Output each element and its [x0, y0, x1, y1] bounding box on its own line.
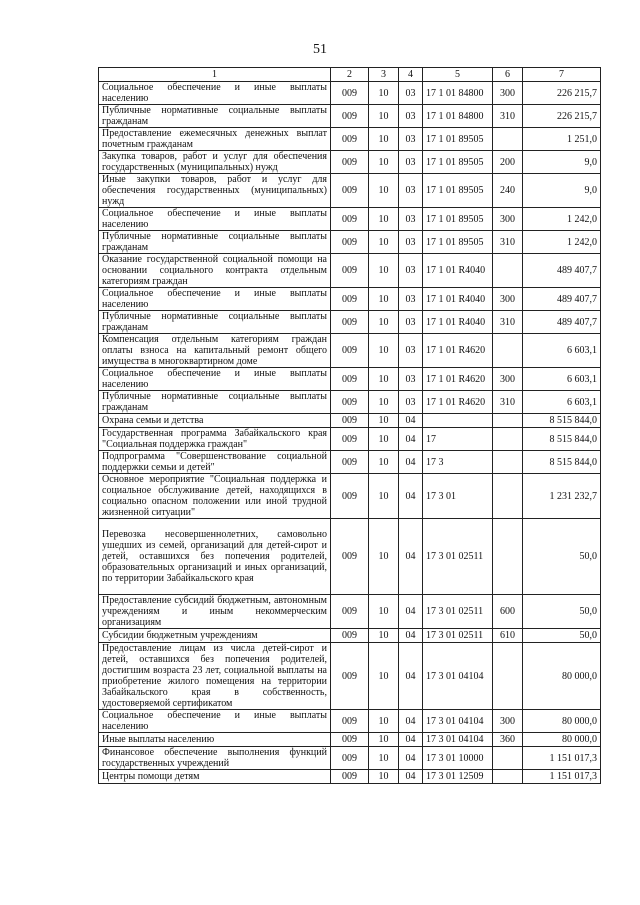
cell-amount: 226 215,7	[523, 105, 601, 128]
cell-subsection-code: 03	[399, 288, 423, 311]
table-row	[99, 334, 601, 368]
cell-target-article: 17 3	[423, 451, 493, 474]
cell-amount: 80 000,0	[523, 643, 601, 710]
cell-subsection-code: 04	[399, 629, 423, 643]
cell-amount: 8 515 844,0	[523, 451, 601, 474]
cell-ministry-code: 009	[331, 519, 369, 595]
header-row	[99, 68, 601, 82]
cell-expense-type	[493, 770, 523, 784]
cell-expense-type: 360	[493, 733, 523, 747]
cell-expense-type: 300	[493, 710, 523, 733]
table-row	[99, 474, 601, 519]
header-cell-amount: 7	[523, 68, 601, 82]
header-cell-target-article: 5	[423, 68, 493, 82]
cell-name: Государственная программа Забайкальского края "Социальная поддержка граждан"	[99, 428, 331, 451]
cell-ministry-code: 009	[331, 82, 369, 105]
cell-ministry-code: 009	[331, 105, 369, 128]
cell-name: Иные выплаты населению	[99, 733, 331, 747]
cell-target-article: 17 1 01 R4040	[423, 288, 493, 311]
cell-target-article: 17 1 01 R4040	[423, 311, 493, 334]
cell-name: Социальное обеспечение и иные выплаты населению	[99, 82, 331, 105]
cell-section-code: 10	[369, 770, 399, 784]
cell-amount: 489 407,7	[523, 254, 601, 288]
cell-amount: 1 151 017,3	[523, 770, 601, 784]
cell-section-code: 10	[369, 174, 399, 208]
table-row	[99, 311, 601, 334]
table-row	[99, 105, 601, 128]
cell-subsection-code: 04	[399, 710, 423, 733]
header-cell-name: 1	[99, 68, 331, 82]
cell-ministry-code: 009	[331, 474, 369, 519]
cell-target-article	[423, 414, 493, 428]
table-row	[99, 747, 601, 770]
cell-subsection-code: 04	[399, 474, 423, 519]
cell-subsection-code: 03	[399, 368, 423, 391]
cell-ministry-code: 009	[331, 595, 369, 629]
cell-subsection-code: 04	[399, 747, 423, 770]
cell-section-code: 10	[369, 231, 399, 254]
cell-expense-type	[493, 254, 523, 288]
cell-subsection-code: 03	[399, 105, 423, 128]
cell-expense-type: 300	[493, 368, 523, 391]
cell-amount: 80 000,0	[523, 710, 601, 733]
cell-subsection-code: 04	[399, 770, 423, 784]
cell-subsection-code: 03	[399, 128, 423, 151]
cell-section-code: 10	[369, 474, 399, 519]
cell-section-code: 10	[369, 208, 399, 231]
cell-ministry-code: 009	[331, 231, 369, 254]
cell-subsection-code: 03	[399, 254, 423, 288]
header-cell-section: 3	[369, 68, 399, 82]
cell-section-code: 10	[369, 254, 399, 288]
cell-amount: 8 515 844,0	[523, 414, 601, 428]
table-row	[99, 733, 601, 747]
cell-expense-type: 300	[493, 288, 523, 311]
cell-target-article: 17 1 01 R4620	[423, 391, 493, 414]
cell-name: Социальное обеспечение и иные выплаты населению	[99, 368, 331, 391]
cell-amount: 6 603,1	[523, 334, 601, 368]
cell-ministry-code: 009	[331, 334, 369, 368]
cell-ministry-code: 009	[331, 643, 369, 710]
cell-target-article: 17 1 01 R4620	[423, 368, 493, 391]
cell-ministry-code: 009	[331, 428, 369, 451]
cell-name: Публичные нормативные социальные выплаты гражданам	[99, 391, 331, 414]
cell-expense-type: 310	[493, 311, 523, 334]
cell-section-code: 10	[369, 643, 399, 710]
cell-subsection-code: 04	[399, 595, 423, 629]
cell-subsection-code: 04	[399, 451, 423, 474]
cell-subsection-code: 03	[399, 174, 423, 208]
cell-expense-type	[493, 474, 523, 519]
cell-target-article: 17 3 01	[423, 474, 493, 519]
cell-expense-type: 300	[493, 82, 523, 105]
cell-ministry-code: 009	[331, 151, 369, 174]
cell-expense-type	[493, 747, 523, 770]
cell-ministry-code: 009	[331, 733, 369, 747]
cell-subsection-code: 04	[399, 733, 423, 747]
cell-amount: 1 242,0	[523, 208, 601, 231]
cell-subsection-code: 03	[399, 311, 423, 334]
cell-name: Предоставление ежемесячных денежных выплат почетным гражданам	[99, 128, 331, 151]
cell-ministry-code: 009	[331, 311, 369, 334]
cell-ministry-code: 009	[331, 629, 369, 643]
cell-section-code: 10	[369, 82, 399, 105]
table-row	[99, 231, 601, 254]
table-row	[99, 254, 601, 288]
cell-ministry-code: 009	[331, 128, 369, 151]
cell-target-article: 17 3 01 02511	[423, 595, 493, 629]
cell-name: Подпрограмма "Совершенствование социальной поддержки семьи и детей"	[99, 451, 331, 474]
cell-section-code: 10	[369, 311, 399, 334]
cell-target-article: 17 3 01 10000	[423, 747, 493, 770]
cell-section-code: 10	[369, 747, 399, 770]
cell-amount: 80 000,0	[523, 733, 601, 747]
cell-target-article: 17 3 01 02511	[423, 629, 493, 643]
table-row	[99, 128, 601, 151]
cell-amount: 9,0	[523, 151, 601, 174]
header-cell-expense-type: 6	[493, 68, 523, 82]
cell-name: Социальное обеспечение и иные выплаты населению	[99, 288, 331, 311]
cell-target-article: 17	[423, 428, 493, 451]
cell-section-code: 10	[369, 733, 399, 747]
table-row	[99, 368, 601, 391]
cell-target-article: 17 1 01 R4040	[423, 254, 493, 288]
table-row	[99, 451, 601, 474]
cell-ministry-code: 009	[331, 414, 369, 428]
cell-expense-type	[493, 334, 523, 368]
table-row	[99, 770, 601, 784]
cell-amount: 6 603,1	[523, 391, 601, 414]
cell-target-article: 17 3 01 04104	[423, 643, 493, 710]
cell-name: Предоставление лицам из числа детей-сирот и детей, оставшихся без попечения родителей, достигшим возраста 23 лет, социальной выплаты на приобретение жилого помещения на территории Забайкальского края в собственность, удостоверяемой сертификатом	[99, 643, 331, 710]
table-row	[99, 519, 601, 595]
cell-name: Иные закупки товаров, работ и услуг для обеспечения государственных (муниципальных) нужд	[99, 174, 331, 208]
cell-section-code: 10	[369, 595, 399, 629]
cell-ministry-code: 009	[331, 391, 369, 414]
cell-name: Публичные нормативные социальные выплаты гражданам	[99, 105, 331, 128]
cell-section-code: 10	[369, 629, 399, 643]
cell-name: Основное мероприятие "Социальная поддержка и социальное обслуживание детей, находящихся в социально опасном положении или иной трудной жизненной ситуации"	[99, 474, 331, 519]
cell-section-code: 10	[369, 288, 399, 311]
cell-ministry-code: 009	[331, 451, 369, 474]
cell-amount: 1 231 232,7	[523, 474, 601, 519]
cell-name: Компенсация отдельным категориям граждан оплаты взноса на капитальный ремонт общего имущества в многоквартирном доме	[99, 334, 331, 368]
cell-expense-type: 310	[493, 105, 523, 128]
cell-amount: 50,0	[523, 629, 601, 643]
budget-table	[98, 67, 601, 784]
table-row	[99, 391, 601, 414]
cell-amount: 226 215,7	[523, 82, 601, 105]
cell-amount: 489 407,7	[523, 288, 601, 311]
cell-target-article: 17 1 01 89505	[423, 231, 493, 254]
cell-subsection-code: 04	[399, 519, 423, 595]
cell-subsection-code: 04	[399, 414, 423, 428]
cell-section-code: 10	[369, 428, 399, 451]
cell-expense-type	[493, 128, 523, 151]
cell-amount: 50,0	[523, 519, 601, 595]
cell-expense-type: 200	[493, 151, 523, 174]
cell-subsection-code: 03	[399, 231, 423, 254]
cell-amount: 8 515 844,0	[523, 428, 601, 451]
cell-expense-type: 300	[493, 208, 523, 231]
cell-amount: 9,0	[523, 174, 601, 208]
cell-subsection-code: 03	[399, 391, 423, 414]
header-cell-ministry: 2	[331, 68, 369, 82]
cell-name: Охрана семьи и детства	[99, 414, 331, 428]
cell-subsection-code: 03	[399, 151, 423, 174]
cell-section-code: 10	[369, 519, 399, 595]
cell-section-code: 10	[369, 128, 399, 151]
table-row	[99, 174, 601, 208]
cell-target-article: 17 1 01 84800	[423, 105, 493, 128]
table-row	[99, 629, 601, 643]
cell-amount: 6 603,1	[523, 368, 601, 391]
cell-ministry-code: 009	[331, 710, 369, 733]
table-row	[99, 414, 601, 428]
cell-target-article: 17 3 01 02511	[423, 519, 493, 595]
cell-ministry-code: 009	[331, 254, 369, 288]
cell-name: Публичные нормативные социальные выплаты гражданам	[99, 311, 331, 334]
table-row	[99, 710, 601, 733]
cell-name: Субсидии бюджетным учреждениям	[99, 629, 331, 643]
cell-section-code: 10	[369, 391, 399, 414]
cell-name: Оказание государственной социальной помощи на основании социального контракта отдельным категориям граждан	[99, 254, 331, 288]
cell-name: Центры помощи детям	[99, 770, 331, 784]
cell-amount: 489 407,7	[523, 311, 601, 334]
cell-subsection-code: 04	[399, 643, 423, 710]
cell-target-article: 17 3 01 04104	[423, 710, 493, 733]
cell-expense-type: 240	[493, 174, 523, 208]
cell-section-code: 10	[369, 451, 399, 474]
table-row	[99, 595, 601, 629]
cell-name: Публичные нормативные социальные выплаты гражданам	[99, 231, 331, 254]
cell-expense-type: 610	[493, 629, 523, 643]
cell-target-article: 17 1 01 89505	[423, 128, 493, 151]
cell-amount: 1 251,0	[523, 128, 601, 151]
cell-subsection-code: 03	[399, 208, 423, 231]
cell-ministry-code: 009	[331, 770, 369, 784]
cell-target-article: 17 1 01 89505	[423, 174, 493, 208]
cell-target-article: 17 3 01 12509	[423, 770, 493, 784]
cell-expense-type	[493, 428, 523, 451]
cell-target-article: 17 1 01 89505	[423, 208, 493, 231]
cell-ministry-code: 009	[331, 288, 369, 311]
cell-subsection-code: 03	[399, 82, 423, 105]
cell-section-code: 10	[369, 334, 399, 368]
cell-expense-type	[493, 643, 523, 710]
cell-expense-type: 310	[493, 391, 523, 414]
table-row	[99, 643, 601, 710]
cell-name: Социальное обеспечение и иные выплаты населению	[99, 710, 331, 733]
cell-section-code: 10	[369, 414, 399, 428]
cell-section-code: 10	[369, 105, 399, 128]
table-row	[99, 428, 601, 451]
cell-name: Перевозка несовершеннолетних, самовольно ушедших из семей, организаций для детей-сирот и детей, оставшихся без попечения родителей, образовательных организаций и иных организаций, по территории Забайкальского края	[99, 519, 331, 595]
table-row	[99, 151, 601, 174]
cell-name: Финансовое обеспечение выполнения функций государственных учреждений	[99, 747, 331, 770]
cell-section-code: 10	[369, 151, 399, 174]
table-row	[99, 288, 601, 311]
header-cell-subsection: 4	[399, 68, 423, 82]
cell-name: Социальное обеспечение и иные выплаты населению	[99, 208, 331, 231]
cell-section-code: 10	[369, 368, 399, 391]
cell-target-article: 17 1 01 R4620	[423, 334, 493, 368]
table-row	[99, 208, 601, 231]
cell-expense-type: 310	[493, 231, 523, 254]
cell-amount: 1 151 017,3	[523, 747, 601, 770]
cell-name: Предоставление субсидий бюджетным, автономным учреждениям и иным некоммерческим организациям	[99, 595, 331, 629]
page-number: 51	[313, 42, 327, 57]
cell-ministry-code: 009	[331, 208, 369, 231]
cell-ministry-code: 009	[331, 747, 369, 770]
cell-expense-type	[493, 414, 523, 428]
cell-subsection-code: 04	[399, 428, 423, 451]
cell-section-code: 10	[369, 710, 399, 733]
cell-name: Закупка товаров, работ и услуг для обеспечения государственных (муниципальных) нужд	[99, 151, 331, 174]
cell-expense-type: 600	[493, 595, 523, 629]
cell-target-article: 17 3 01 04104	[423, 733, 493, 747]
cell-ministry-code: 009	[331, 174, 369, 208]
cell-subsection-code: 03	[399, 334, 423, 368]
cell-amount: 50,0	[523, 595, 601, 629]
cell-target-article: 17 1 01 89505	[423, 151, 493, 174]
cell-expense-type	[493, 451, 523, 474]
cell-expense-type	[493, 519, 523, 595]
cell-target-article: 17 1 01 84800	[423, 82, 493, 105]
cell-ministry-code: 009	[331, 368, 369, 391]
cell-amount: 1 242,0	[523, 231, 601, 254]
table-row	[99, 82, 601, 105]
